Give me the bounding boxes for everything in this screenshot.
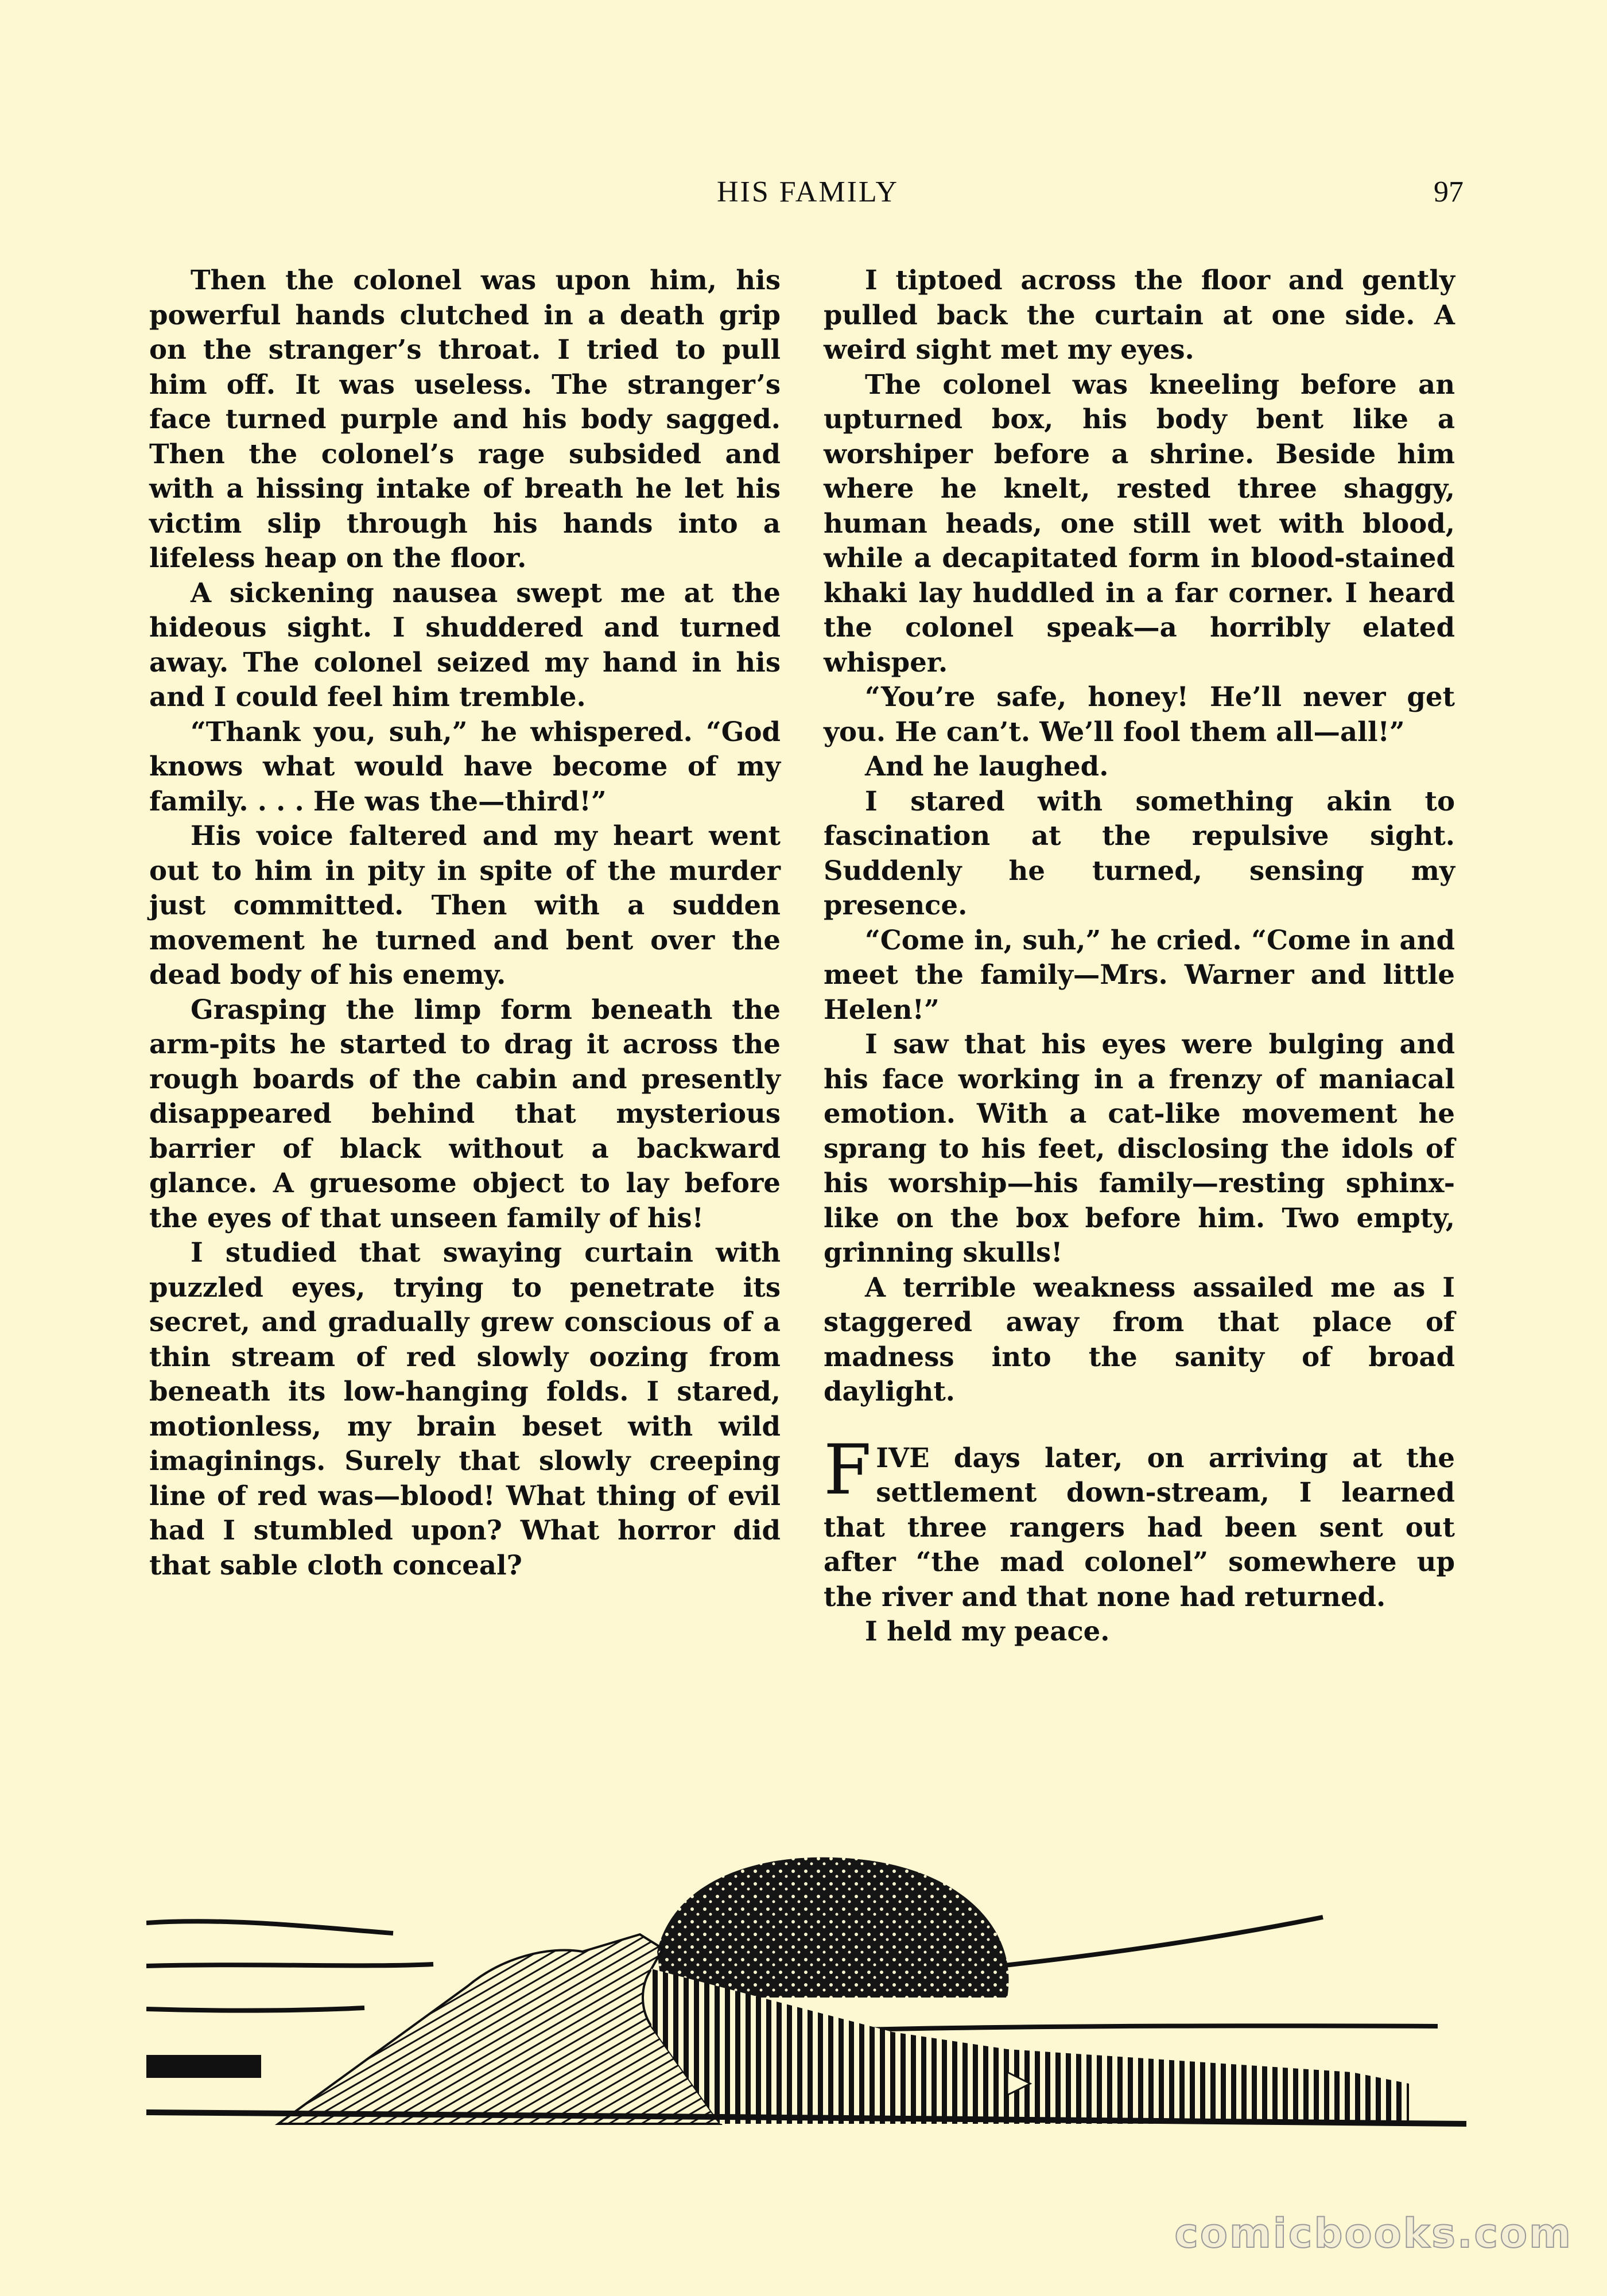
- paragraph: I studied that swaying curtain with puzzled eyes, trying to penetrate its secret, and gradually grew conscious of a thin stream of red slowly oozing from beneath its low-hanging folds. I stared, motionless, my brain beset with wild imaginings. Surely that slowly creeping line of red was—blood! What thing of evil had I stumbled upon? What horror did that sable cloth conceal?: [149, 1236, 781, 1581]
- artist-signature: [146, 2055, 261, 2078]
- paragraph: His voice faltered and my heart went out to him in pity in spite of the murder just committed. Then with a sudden movement he turned and bent over the dead body of his enemy.: [149, 820, 781, 990]
- right-column: [824, 263, 1455, 1649]
- paragraph: “Thank you, suh,” he whispered. “God knows what would have become of my family. . . . He was the—third!”: [149, 715, 781, 817]
- paragraph: I stared with something akin to fascination at the repulsive sight. Suddenly he turned, sensing my presence.: [824, 785, 1455, 921]
- page-number: 97: [1434, 176, 1464, 208]
- closing-paragraph-text: IVE days later, on arriving at the settlement down-stream, I learned that three rangers had been sent out after “the mad colonel” somewhere up the river and that none had returned.: [824, 1441, 1455, 1612]
- drop-cap: F: [824, 1430, 872, 1510]
- landscape-illustration: [146, 1843, 1466, 2130]
- left-column: [149, 263, 781, 1583]
- paragraph: A sickening nausea swept me at the hideous sight. I shuddered and turned away. The colonel seized my hand in his and I could feel him tremble.: [149, 576, 781, 712]
- page-header: [152, 175, 1464, 221]
- paragraph: Then the colonel was upon him, his powerful hands clutched in a death grip on the stranger’s throat. I tried to pull him off. It was useless. The stranger’s face turned purple and his body sagged. Then the colonel’s rage subsided and with a hissing intake of breath he let his victim slip through his hands into a lifeless heap on the floor.: [149, 264, 781, 573]
- paragraph: Grasping the limp form beneath the arm-pits he started to drag it across the rough boards of the cabin and presently disappeared behind that mysterious barrier of black without a backward glance. A gruesome object to lay before the eyes of that unseen family of his!: [149, 993, 781, 1234]
- closing-paragraph: [824, 1430, 1455, 1615]
- paragraph: And he laughed.: [865, 750, 1109, 782]
- paragraph: “You’re safe, honey! He’ll never get you. He can’t. We’ll fool them all—all!”: [824, 681, 1455, 747]
- final-paragraph: I held my peace.: [865, 1615, 1110, 1647]
- paragraph: I tiptoed across the floor and gently pulled back the curtain at one side. A weird sight met my eyes.: [824, 264, 1455, 365]
- bush: [657, 1857, 1009, 1998]
- running-title: HIS FAMILY: [716, 176, 899, 208]
- paragraph: I saw that his eyes were bulging and his face working in a frenzy of maniacal emotion. With a cat-like movement he sprang to his feet, disclosing the idols of his worship—his family—resting sphinx-like on the box before him. Two empty, grinning skulls!: [824, 1028, 1455, 1268]
- watermark: comicbooks.com: [1174, 2210, 1573, 2257]
- paragraph: “Come in, suh,” he cried. “Come in and meet the family—Mrs. Warner and little Helen!”: [824, 924, 1455, 1025]
- paragraph: A terrible weakness assailed me as I staggered away from that place of madness into the sanity of broad daylight.: [824, 1271, 1455, 1407]
- paragraph: The colonel was kneeling before an upturned box, his body bent like a worshiper before a shrine. Beside him where he knelt, rested three shaggy, human heads, one still wet with blood, while a decapitated form in blood-stained khaki lay huddled in a far corner. I heard the colonel speak—a horribly elated whisper.: [824, 368, 1455, 678]
